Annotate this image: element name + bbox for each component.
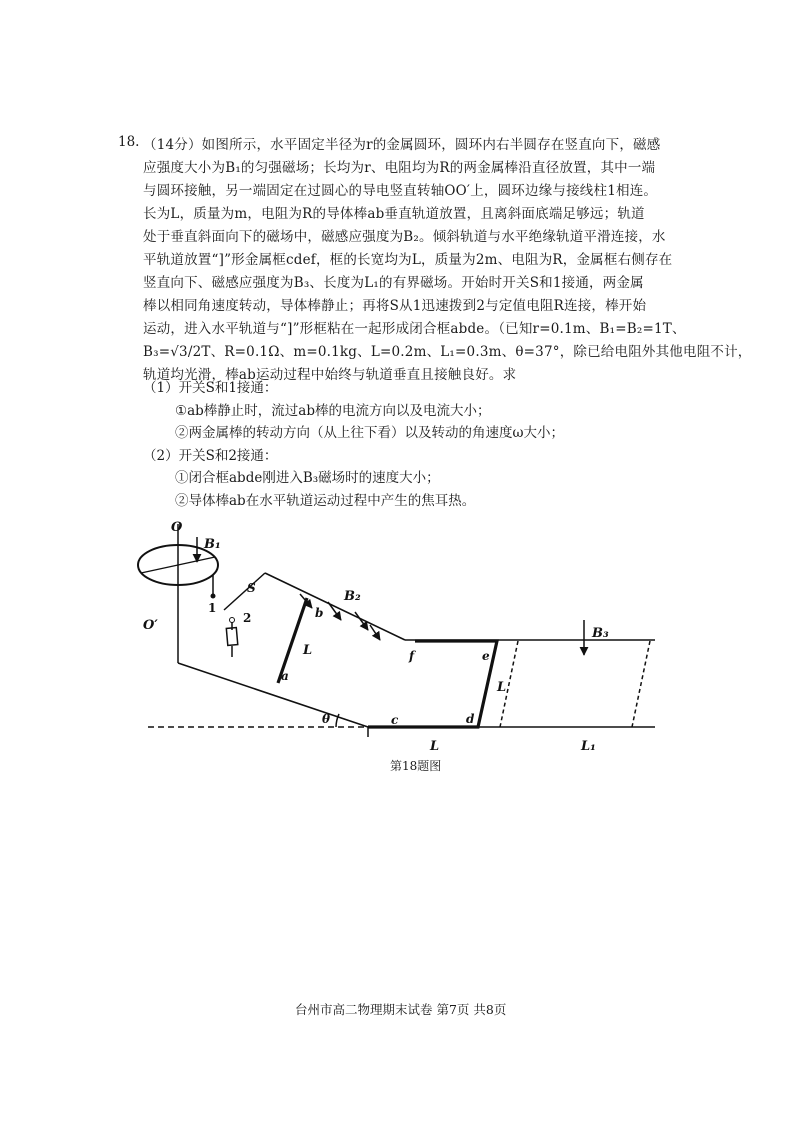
stem-line: 应强度大小为B₁的匀强磁场；长均为r、电阻均为R的两金属棒沿直径放置，其中一端 xyxy=(143,160,656,176)
label-terminal-1: 1 xyxy=(208,601,217,615)
frame-cdef xyxy=(368,641,497,727)
stem-line: 轨道均光滑，棒ab运动过程中始终与轨道垂直且接触良好。求 xyxy=(143,367,517,383)
subquestion-1a: ①ab棒静止时，流过ab棒的电流方向以及电流大小； xyxy=(175,402,491,419)
label-L-bottom: L xyxy=(430,739,440,754)
subquestion-1: （1）开关S和1接通： xyxy=(143,380,278,396)
upper-rail-incline xyxy=(265,573,405,640)
terminal-2 xyxy=(230,618,235,623)
label-O: O xyxy=(171,520,183,535)
label-theta: θ xyxy=(322,712,331,726)
subquestion-2b: ②导体棒ab在水平轨道运动过程中产生的焦耳热。 xyxy=(175,492,476,509)
stem-line: 竖直向下、磁感应强度为B₃、长度为L₁的有界磁场。开始时开关S和1接通，两金属 xyxy=(143,275,644,291)
label-L-frame: L xyxy=(497,680,507,695)
stem-line: 运动，进入水平轨道与“]”形框粘在一起形成闭合框abde。（已知r=0.1m、B₁=B₂=1T、 xyxy=(143,321,686,337)
stem-line: B₃=√3/2T、R=0.1Ω、m=0.1kg、L=0.2m、L₁=0.3m、θ=37°，除已给电阻外其他电阻不计， xyxy=(143,344,752,360)
label-c: c xyxy=(391,713,399,727)
question-number: 18. xyxy=(118,134,140,150)
label-B2: B₂ xyxy=(344,589,361,604)
subquestion-2: （2）开关S和2接通： xyxy=(143,447,278,464)
label-S: S xyxy=(247,581,256,595)
label-b: b xyxy=(315,606,324,620)
label-B1: B₁ xyxy=(204,537,221,552)
page-footer: 台州市高二物理期末试卷 第7页 共8页 xyxy=(295,1002,507,1017)
stem-line: （14分）如图所示，水平固定半径为r的金属圆环，圆环内右半圆存在竖直向下，磁感 xyxy=(143,137,661,153)
b3-right-boundary xyxy=(632,641,650,727)
label-e: e xyxy=(482,649,490,663)
label-B3: B₃ xyxy=(592,626,609,641)
terminal-1 xyxy=(211,594,216,599)
stem-line: 棒以相同角速度转动，导体棒静止；再将S从1迅速拨到2与定值电阻R连接，棒开始 xyxy=(143,298,647,314)
stem-line: 处于垂直斜面向下的磁场中，磁感应强度为B₂。倾斜轨道与水平绝缘轨道平滑连接，水 xyxy=(143,229,666,245)
stem-line: 与圆环接触，另一端固定在过圆心的导电竖直转轴OO′上，圆环边缘与接线柱1相连。 xyxy=(143,183,658,199)
label-terminal-2: 2 xyxy=(243,611,252,625)
label-O-prime: O′ xyxy=(143,618,158,633)
stem-line: 长为L，质量为m，电阻为R的导体棒ab垂直轨道放置，且离斜面底端足够远；轨道 xyxy=(143,206,645,222)
label-L1: L₁ xyxy=(581,739,596,754)
figure-caption: 第18题图 xyxy=(390,759,442,773)
lower-rail-incline xyxy=(178,663,368,727)
resistor xyxy=(226,628,237,646)
label-f: f xyxy=(409,649,415,663)
b2-arrow xyxy=(328,602,341,620)
label-d: d xyxy=(466,712,475,726)
stem-line: 平轨道放置“]”形金属框cdef，框的长宽均为L，质量为2m、电阻为R，金属框右侧存在 xyxy=(143,252,673,268)
label-L-bar: L xyxy=(303,643,313,658)
label-a: a xyxy=(281,669,289,683)
switch-link xyxy=(255,573,265,582)
subquestion-1b: ②两金属棒的转动方向（从上往下看）以及转动的角速度ω大小； xyxy=(175,425,565,442)
subquestion-2a: ①闭合框abde刚进入B₃磁场时的速度大小； xyxy=(175,470,440,487)
